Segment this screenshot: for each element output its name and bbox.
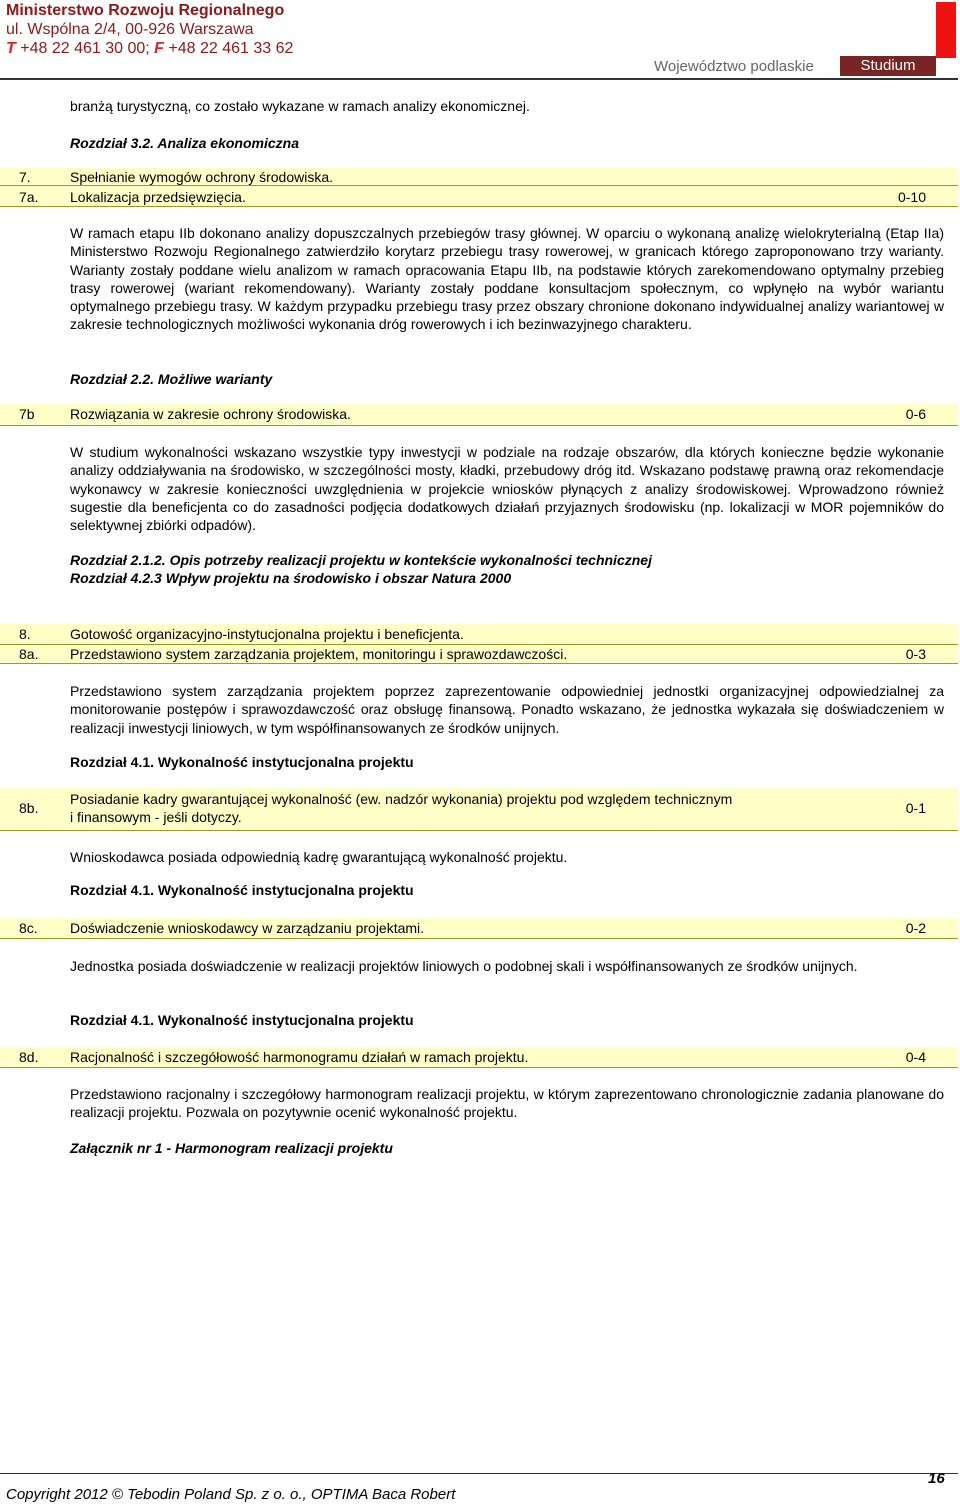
- criterion-row-8a: [0, 645, 958, 664]
- criterion-row-7b: [0, 404, 958, 426]
- criterion-number: 8a.: [19, 646, 39, 662]
- brand-square: [936, 2, 956, 58]
- doc-type-badge: Studium: [840, 56, 936, 76]
- region-label: Województwo podlaskie: [654, 58, 814, 75]
- ref-chapter-4-1: Rozdział 4.1. Wykonalność instytucjonalna projektu: [70, 1012, 414, 1028]
- fax-number: +48 22 461 33 62: [168, 40, 294, 57]
- criterion-number: 7.: [19, 169, 31, 185]
- criterion-row-7: [0, 168, 958, 186]
- text-7b: W studium wykonalności wskazano wszystkie typy inwestycji w podziale na rodzaje obszarów, dla których konieczne będzie wykonanie analizy oddziaływania na środowisko, w szczególności mosty, kładki, przebudowy dróg itd. Wskazano podstawę prawną oraz rekomendacje wykonawcy w zakresie konieczności uwzględnienia w projekcie wniosków płynących z analizy środowiskowej. Wprowadzono również sugestie dla beneficjenta co do zasadności podjęcia dodatkowych działań przyjaznych środowisku (np. lokalizacji w MOR pojemników do selektywnej zbiórki odpadów).: [70, 444, 944, 534]
- text-8b: Wnioskodawca posiada odpowiednią kadrę gwarantującą wykonalność projektu.: [70, 849, 568, 865]
- criterion-label: Doświadczenie wnioskodawcy w zarządzaniu projektami.: [70, 920, 425, 936]
- criterion-row-7a: [0, 186, 958, 207]
- criterion-label: Lokalizacja przedsięwzięcia.: [70, 189, 246, 205]
- criterion-label-line1: Posiadanie kadry gwarantującej wykonalność (ew. nadzór wykonania) projektu pod względem technicznym: [70, 791, 733, 807]
- tel-letter: T: [6, 40, 16, 57]
- text-8c: Jednostka posiada doświadczenie w realizacji projektów liniowych o podobnej skali i współfinansowanych ze środków unijnych.: [70, 958, 858, 974]
- organization-address: ul. Wspólna 2/4, 00-926 Warszawa: [6, 21, 254, 38]
- text-7a: W ramach etapu IIb dokonano analizy dopuszczalnych przebiegów trasy głównej. W oparciu o wykonaną analizę wielokryterialną (Etap IIa) Ministerstwo Rozwoju Regionalnego zatwierdziło korytarz przebiegu trasy rowerowej, w granicach którego zaproponowano trzy warianty. Warianty zostały poddane wielu analizom w ramach opracowania Etapu IIb, na podstawie których zarekomendowano optymalny przebieg trasy rowerowej (wariant rekomendowany). Warianty zostały poddane konsultacjom społecznym, co wpłynęło na wybór wariantu optymalnego przebiegu trasy. W każdym przypadku przebiegu trasy przez obszary chronione dokonano indywidualnej analizy wariantowej w zakresie technologicznych możliwości wykonania dróg rowerowych i ich bezinwazyjnego charakteru.: [70, 225, 944, 333]
- text-8d: Przedstawiono racjonalny i szczegółowy harmonogram realizacji projektu, w którym zaprezentowano chronologicznie zadania planowane do realizacji projektu. Pozwala on pozytywnie ocenić wykonalność projektu.: [70, 1086, 944, 1121]
- contact-phones: [6, 40, 293, 58]
- criterion-score: 0-4: [905, 1049, 926, 1065]
- criterion-number: 7a.: [19, 189, 39, 205]
- ref-chapter-4-2-3: Rozdział 4.2.3 Wpływ projektu na środowisko i obszar Natura 2000: [70, 570, 512, 586]
- criterion-row-8d: [0, 1047, 958, 1068]
- text-8a: Przedstawiono system zarządzania projektem poprzez zaprezentowanie odpowiedniej jednostki organizacyjnej odpowiedzialnej za monitorowanie postępów i sprawozdawczość oraz obsługę finansową. Ponadto wskazano, że jednostka wykazała się doświadczeniem w realizacji inwestycji liniowych, w tym współfinansowanych ze środków unijnych.: [70, 683, 944, 736]
- criterion-number: 8b.: [19, 800, 39, 816]
- fax-letter: F: [154, 40, 164, 57]
- criterion-row-8b: [0, 788, 958, 831]
- criterion-number: 8.: [19, 626, 31, 642]
- criterion-score: 0-1: [905, 800, 926, 816]
- criterion-row-8c: [0, 918, 958, 939]
- criterion-score: 0-10: [897, 189, 926, 205]
- criterion-label: Spełnianie wymogów ochrony środowiska.: [70, 169, 334, 185]
- organization-name: Ministerstwo Rozwoju Regionalnego: [6, 2, 285, 19]
- criterion-label: Rozwiązania w zakresie ochrony środowiska.: [70, 406, 351, 422]
- footer-copyright: Copyright 2012 © Tebodin Poland Sp. z o. o., OPTIMA Baca Robert: [6, 1486, 456, 1503]
- criterion-score: 0-3: [905, 646, 926, 662]
- header-divider: [0, 78, 958, 80]
- tel-number: +48 22 461 30 00;: [20, 40, 150, 57]
- ref-attachment-1: Załącznik nr 1 - Harmonogram realizacji projektu: [70, 1140, 393, 1156]
- footer-divider: [0, 1473, 958, 1474]
- criterion-label: Gotowość organizacyjno-instytucjonalna projektu i beneficjenta.: [70, 626, 464, 642]
- criterion-number: 8d.: [19, 1049, 39, 1065]
- criterion-number: 7b: [19, 406, 35, 422]
- ref-chapter-4-1: Rozdział 4.1. Wykonalność instytucjonalna projektu: [70, 754, 414, 770]
- criterion-number: 8c.: [19, 920, 38, 936]
- criterion-score: 0-2: [905, 920, 926, 936]
- criterion-label-line2: i finansowym - jeśli dotyczy.: [70, 809, 242, 825]
- criterion-score: 0-6: [905, 406, 926, 422]
- criterion-row-8: [0, 624, 958, 645]
- ref-chapter-2-1-2: Rozdział 2.1.2. Opis potrzeby realizacji projektu w kontekście wykonalności technicznej: [70, 552, 652, 568]
- criterion-label: Przedstawiono system zarządzania projektem, monitoringu i sprawozdawczości.: [70, 646, 568, 662]
- page-number: 16: [928, 1470, 945, 1487]
- criterion-label: Racjonalność i szczegółowość harmonogramu działań w ramach projektu.: [70, 1049, 529, 1065]
- ref-chapter-4-1: Rozdział 4.1. Wykonalność instytucjonalna projektu: [70, 882, 414, 898]
- ref-chapter-2-2: Rozdział 2.2. Możliwe warianty: [70, 371, 273, 387]
- intro-text: branżą turystyczną, co zostało wykazane w ramach analizy ekonomicznej.: [70, 98, 530, 114]
- ref-chapter-3-2: Rozdział 3.2. Analiza ekonomiczna: [70, 135, 299, 151]
